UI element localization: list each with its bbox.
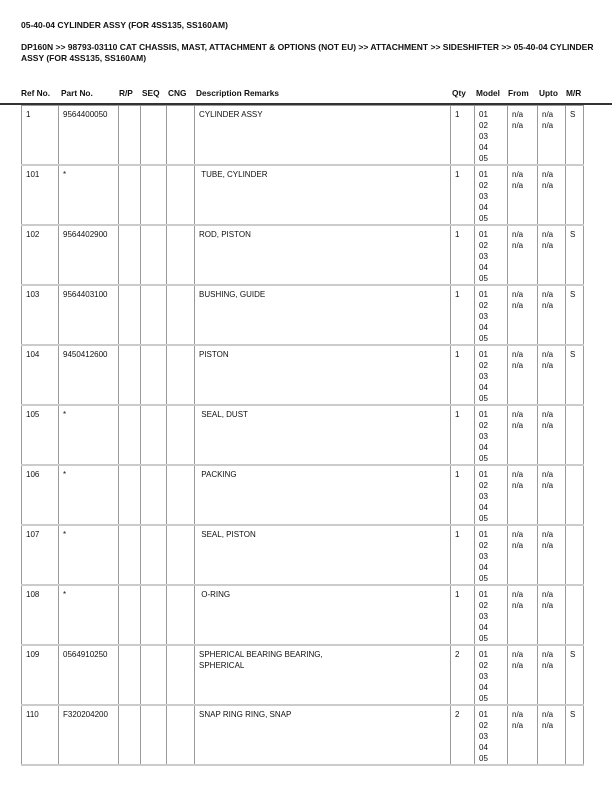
- cell-qty: 1: [451, 165, 475, 225]
- cell-model: 01 02 03 04 05: [475, 525, 508, 585]
- cell-ref: 1: [22, 106, 59, 166]
- table-row: [22, 165, 584, 225]
- cell-part: 9564403100: [59, 285, 119, 345]
- cell-ref: 103: [22, 285, 59, 345]
- cell-cng: [167, 106, 195, 166]
- cell-part: *: [59, 165, 119, 225]
- cell-seq: [141, 525, 167, 585]
- cell-cng: [167, 705, 195, 765]
- cell-cng: [167, 645, 195, 705]
- cell-mr: [566, 525, 584, 585]
- cell-from: n/a n/a: [508, 465, 538, 525]
- cell-upto: n/a n/a: [538, 585, 566, 645]
- cell-part: *: [59, 405, 119, 465]
- cell-mr: S: [566, 106, 584, 166]
- cell-qty: 1: [451, 106, 475, 166]
- cell-qty: 1: [451, 285, 475, 345]
- cell-qty: 1: [451, 345, 475, 405]
- cell-model: 01 02 03 04 05: [475, 225, 508, 285]
- cell-qty: 1: [451, 225, 475, 285]
- col-qty: Qty: [452, 88, 466, 98]
- cell-from: n/a n/a: [508, 225, 538, 285]
- cell-part: *: [59, 525, 119, 585]
- cell-upto: n/a n/a: [538, 106, 566, 166]
- table-row: [22, 106, 584, 166]
- cell-upto: n/a n/a: [538, 645, 566, 705]
- cell-rp: [119, 645, 141, 705]
- col-rp: R/P: [119, 88, 133, 98]
- cell-model: 01 02 03 04 05: [475, 106, 508, 166]
- col-mr: M/R: [566, 88, 582, 98]
- cell-part: *: [59, 585, 119, 645]
- cell-rp: [119, 165, 141, 225]
- cell-cng: [167, 165, 195, 225]
- col-model: Model: [476, 88, 500, 98]
- cell-ref: 108: [22, 585, 59, 645]
- cell-mr: [566, 165, 584, 225]
- cell-ref: 105: [22, 405, 59, 465]
- cell-mr: S: [566, 225, 584, 285]
- cell-desc: SEAL, DUST: [195, 405, 451, 465]
- cell-model: 01 02 03 04 05: [475, 705, 508, 765]
- cell-desc: TUBE, CYLINDER: [195, 165, 451, 225]
- cell-model: 01 02 03 04 05: [475, 345, 508, 405]
- cell-from: n/a n/a: [508, 525, 538, 585]
- cell-model: 01 02 03 04 05: [475, 165, 508, 225]
- col-upto: Upto: [539, 88, 558, 98]
- cell-mr: S: [566, 285, 584, 345]
- cell-seq: [141, 645, 167, 705]
- cell-desc: SEAL, PISTON: [195, 525, 451, 585]
- cell-desc: BUSHING, GUIDE: [195, 285, 451, 345]
- cell-from: n/a n/a: [508, 345, 538, 405]
- cell-seq: [141, 585, 167, 645]
- cell-rp: [119, 405, 141, 465]
- breadcrumb: DP160N >> 98793-03110 CAT CHASSIS, MAST, ATTACHMENT & OPTIONS (NOT EU) >> ATTACHMENT >> SIDESHIFTER >> 05-40-04 CYLINDER ASSY (FOR 4SS135, SS160AM): [21, 42, 594, 63]
- cell-ref: 102: [22, 225, 59, 285]
- cell-part: *: [59, 465, 119, 525]
- cell-ref: 104: [22, 345, 59, 405]
- cell-mr: S: [566, 645, 584, 705]
- cell-cng: [167, 345, 195, 405]
- cell-desc: O-RING: [195, 585, 451, 645]
- cell-cng: [167, 525, 195, 585]
- cell-model: 01 02 03 04 05: [475, 285, 508, 345]
- cell-mr: S: [566, 345, 584, 405]
- cell-seq: [141, 285, 167, 345]
- cell-cng: [167, 405, 195, 465]
- cell-seq: [141, 705, 167, 765]
- cell-seq: [141, 165, 167, 225]
- cell-upto: n/a n/a: [538, 285, 566, 345]
- cell-rp: [119, 345, 141, 405]
- cell-rp: [119, 525, 141, 585]
- cell-upto: n/a n/a: [538, 225, 566, 285]
- cell-rp: [119, 465, 141, 525]
- cell-rp: [119, 225, 141, 285]
- col-cng: CNG: [168, 88, 187, 98]
- parts-table: [21, 105, 584, 766]
- cell-seq: [141, 345, 167, 405]
- cell-seq: [141, 465, 167, 525]
- cell-desc: ROD, PISTON: [195, 225, 451, 285]
- table-row: [22, 345, 584, 405]
- cell-model: 01 02 03 04 05: [475, 465, 508, 525]
- table-row: [22, 405, 584, 465]
- cell-upto: n/a n/a: [538, 345, 566, 405]
- cell-qty: 1: [451, 525, 475, 585]
- cell-mr: [566, 405, 584, 465]
- cell-upto: n/a n/a: [538, 465, 566, 525]
- cell-qty: 1: [451, 405, 475, 465]
- table-row: [22, 465, 584, 525]
- cell-qty: 2: [451, 705, 475, 765]
- cell-desc: CYLINDER ASSY: [195, 106, 451, 166]
- cell-from: n/a n/a: [508, 585, 538, 645]
- col-part: Part No.: [61, 88, 93, 98]
- cell-from: n/a n/a: [508, 645, 538, 705]
- cell-rp: [119, 285, 141, 345]
- cell-cng: [167, 225, 195, 285]
- col-ref: Ref No.: [21, 88, 51, 98]
- col-desc: Description Remarks: [196, 88, 280, 98]
- cell-ref: 101: [22, 165, 59, 225]
- cell-rp: [119, 585, 141, 645]
- cell-desc: SPHERICAL BEARING BEARING, SPHERICAL: [195, 645, 451, 705]
- cell-upto: n/a n/a: [538, 525, 566, 585]
- cell-part: 9564400050: [59, 106, 119, 166]
- cell-from: n/a n/a: [508, 165, 538, 225]
- cell-desc: PISTON: [195, 345, 451, 405]
- cell-qty: 1: [451, 585, 475, 645]
- cell-ref: 106: [22, 465, 59, 525]
- cell-ref: 107: [22, 525, 59, 585]
- cell-seq: [141, 225, 167, 285]
- cell-upto: n/a n/a: [538, 405, 566, 465]
- cell-from: n/a n/a: [508, 285, 538, 345]
- cell-rp: [119, 705, 141, 765]
- cell-rp: [119, 106, 141, 166]
- cell-from: n/a n/a: [508, 705, 538, 765]
- cell-cng: [167, 585, 195, 645]
- col-seq: SEQ: [142, 88, 160, 98]
- cell-qty: 2: [451, 645, 475, 705]
- cell-seq: [141, 106, 167, 166]
- cell-part: 9564402900: [59, 225, 119, 285]
- cell-mr: S: [566, 705, 584, 765]
- table-row: [22, 645, 584, 705]
- cell-seq: [141, 405, 167, 465]
- table-header: [0, 88, 612, 104]
- table-row: [22, 585, 584, 645]
- cell-desc: PACKING: [195, 465, 451, 525]
- cell-from: n/a n/a: [508, 106, 538, 166]
- table-row: [22, 525, 584, 585]
- cell-part: F320204200: [59, 705, 119, 765]
- cell-model: 01 02 03 04 05: [475, 585, 508, 645]
- cell-mr: [566, 465, 584, 525]
- cell-ref: 109: [22, 645, 59, 705]
- cell-cng: [167, 285, 195, 345]
- table-row: [22, 225, 584, 285]
- cell-model: 01 02 03 04 05: [475, 645, 508, 705]
- page-title: 05-40-04 CYLINDER ASSY (FOR 4SS135, SS160AM): [21, 20, 228, 30]
- cell-part: 9450412600: [59, 345, 119, 405]
- cell-qty: 1: [451, 465, 475, 525]
- cell-upto: n/a n/a: [538, 705, 566, 765]
- col-from: From: [508, 88, 529, 98]
- table-row: [22, 285, 584, 345]
- cell-mr: [566, 585, 584, 645]
- cell-from: n/a n/a: [508, 405, 538, 465]
- table-row: [22, 705, 584, 765]
- cell-model: 01 02 03 04 05: [475, 405, 508, 465]
- cell-part: 0564910250: [59, 645, 119, 705]
- cell-desc: SNAP RING RING, SNAP: [195, 705, 451, 765]
- cell-cng: [167, 465, 195, 525]
- cell-ref: 110: [22, 705, 59, 765]
- cell-upto: n/a n/a: [538, 165, 566, 225]
